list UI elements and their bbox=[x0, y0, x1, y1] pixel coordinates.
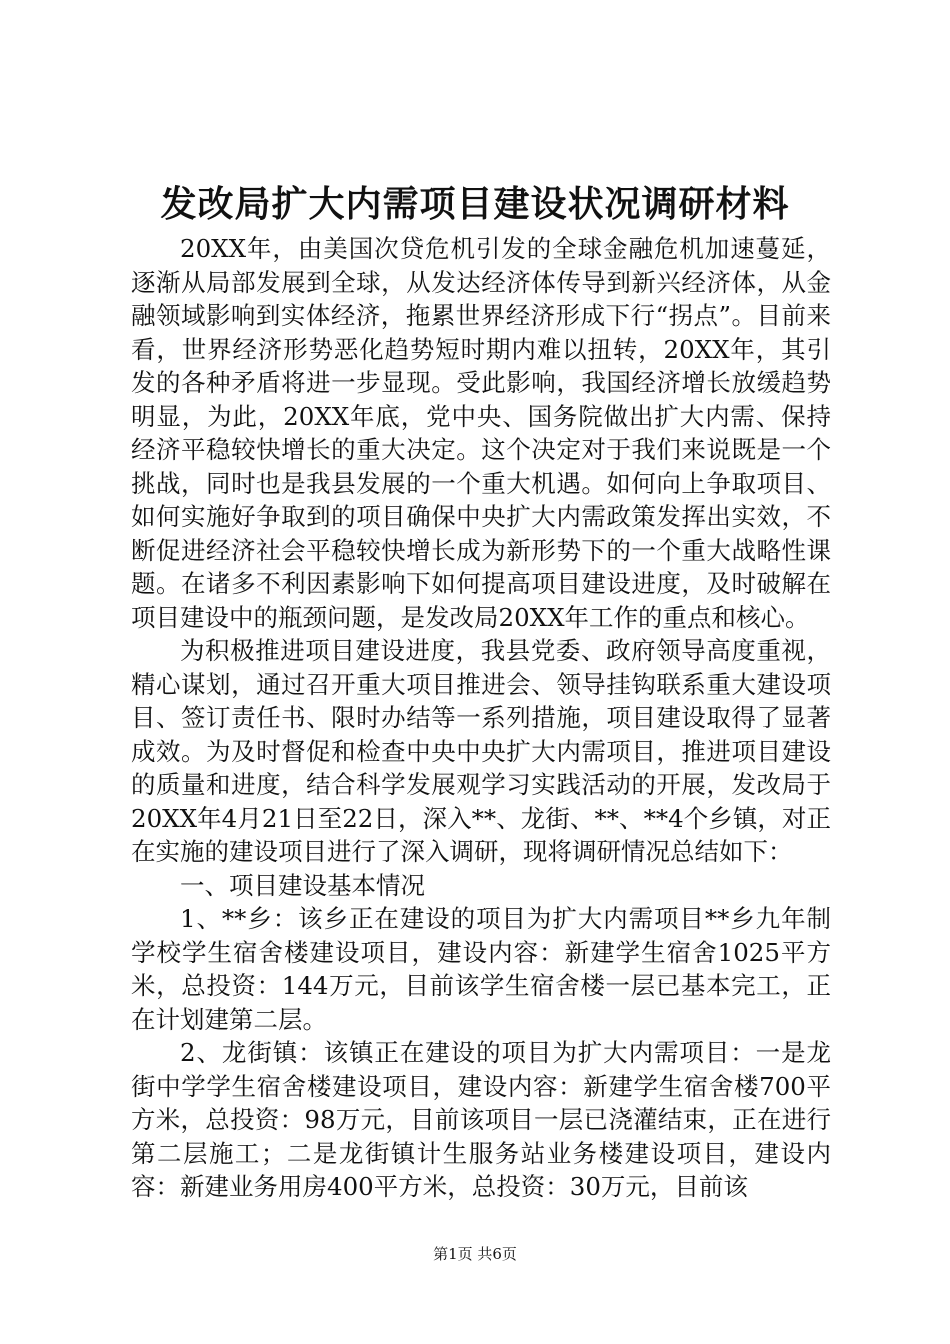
document-title: 发改局扩大内需项目建设状况调研材料 bbox=[160, 183, 790, 225]
paragraph-intro: 20XX年，由美国次贷危机引发的全球金融危机加速蔓延，逐渐从局部发展到全球，从发达经济体传导到新兴经济体，从金融领域影响到实体经济，拖累世界经济形成下行“拐点”。目前来看，世界经济形势恶化趋势短时期内难以扭转，20XX年，其引发的各种矛盾将进一步显现。受此影响，我国经济增长放缓趋势明显，为此，20XX年底，党中央、国务院做出扩大内需、保持经济平稳较快增长的重大决定。这个决定对于我们来说既是一个挑战，同时也是我县发展的一个重大机遇。如何向上争取项目、如何实施好争取到的项目确保中央扩大内需政策发挥出实效，不断促进经济社会平稳较快增长成为新形势下的一个重大战略性课题。在诸多不利因素影响下如何提高项目建设进度，及时破解在项目建设中的瓶颈问题，是发改局20XX年工作的重点和核心。 bbox=[131, 234, 831, 632]
section-heading: 一、项目建设基本情况 bbox=[180, 870, 425, 900]
document-body bbox=[131, 232, 831, 1204]
paragraph-item-1: 1、**乡：该乡正在建设的项目为扩大内需项目**乡九年制学校学生宿舍楼建设项目，建设内容：新建学生宿舍1025平方米，总投资：144万元，目前该学生宿舍楼一层已基本完工，正在计划建第二层。 bbox=[131, 904, 831, 1034]
page-number-footer: 第1页 共6页 bbox=[433, 1245, 517, 1263]
paragraph-item-2: 2、龙街镇：该镇正在建设的项目为扩大内需项目：一是龙街中学学生宿舍楼建设项目，建设内容：新建学生宿舍楼700平方米，总投资：98万元，目前该项目一层已浇灌结束，正在进行第二层施工；二是龙街镇计生服务站业务楼建设项目，建设内容：新建业务用房400平方米，总投资：30万元，目前该 bbox=[131, 1038, 831, 1201]
paragraph-measures: 为积极推进项目建设进度，我县党委、政府领导高度重视，精心谋划，通过召开重大项目推进会、领导挂钩联系重大建设项目、签订责任书、限时办结等一系列措施，项目建设取得了显著成效。为及时督促和检查中央中央扩大内需项目，推进项目建设的质量和进度，结合科学发展观学习实践活动的开展，发改局于20XX年4月21日至22日，深入**、龙街、**、**4个乡镇，对正在实施的建设项目进行了深入调研，现将调研情况总结如下： bbox=[131, 636, 831, 866]
